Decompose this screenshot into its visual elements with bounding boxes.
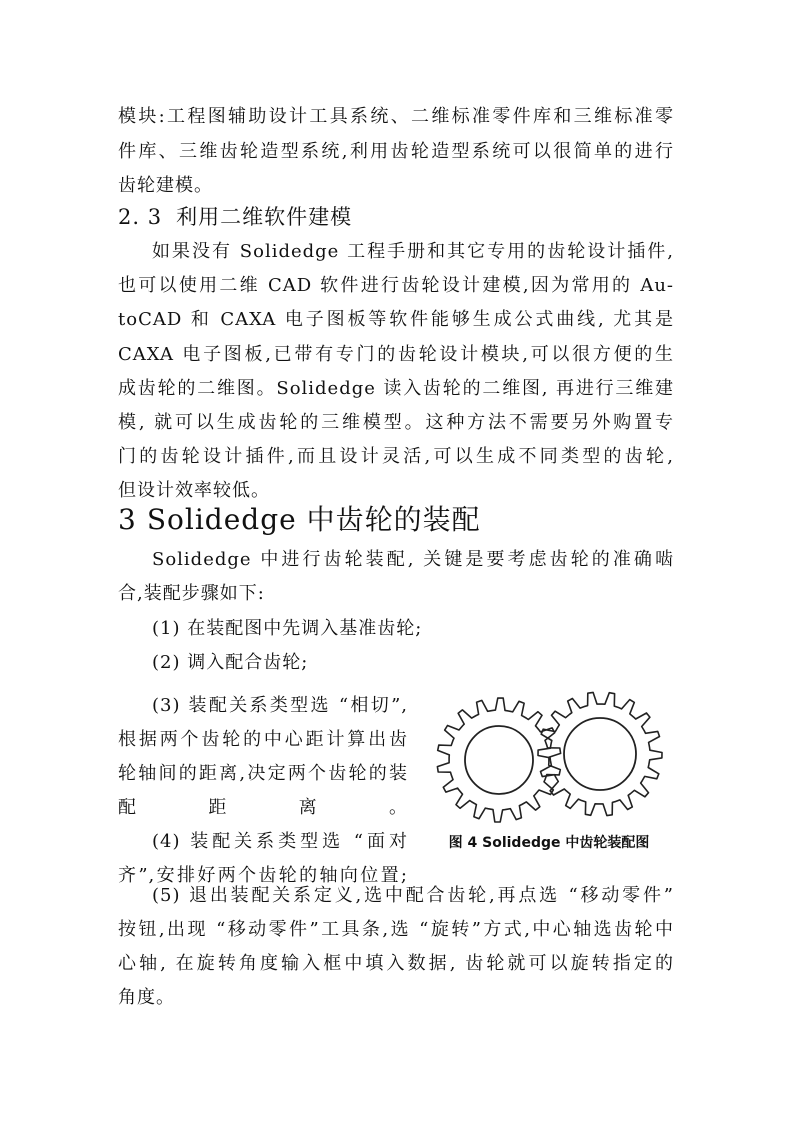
para-2-3-line-2: 也可以使用二维 CAD 软件进行齿轮设计建模,因为常用的 Au- xyxy=(118,275,674,296)
base-gear-outline xyxy=(437,698,560,822)
para-2-3-line-6: 模, 就可以生成齿轮的三维模型。这种方法不需要另外购置专 xyxy=(118,412,674,433)
figure-caption: 图 4 Solidedge 中齿轮装配图 xyxy=(448,835,650,851)
para-2-3-line-8: 但设计效率较低。 xyxy=(118,480,270,501)
intro-line-3: 齿轮建模。 xyxy=(118,175,213,196)
para-2-3-line-7: 门的齿轮设计插件,而且设计灵活,可以生成不同类型的齿轮, xyxy=(118,446,674,467)
section-title: Solidedge 中齿轮的装配 xyxy=(146,503,481,536)
para-2-3-line-1: 如果没有 Solidedge 工程手册和其它专用的齿轮设计插件, xyxy=(152,241,674,262)
section-2-3-heading xyxy=(118,203,352,231)
section-title: 利用二维软件建模 xyxy=(176,205,353,229)
para-2-3-line-5: 成齿轮的二维图。Solidedge 读入齿轮的二维图, 再进行三维建 xyxy=(118,378,674,399)
base-gear-hub xyxy=(465,726,533,794)
step-4-line-1: (4) 装配关系类型选 “面对 xyxy=(152,831,408,852)
intro-line-1: 模块:工程图辅助设计工具系统、二维标准零件库和三维标准零 xyxy=(118,106,674,127)
step-5-line-2: 按钮,出现 “移动零件”工具条,选 “旋转”方式,中心轴选齿轮中 xyxy=(118,919,674,940)
mating-gear-hub xyxy=(564,718,636,790)
base-gear xyxy=(437,698,560,822)
step-5-line-4: 角度。 xyxy=(118,987,175,1008)
para-2-3-line-3: toCAD 和 CAXA 电子图板等软件能够生成公式曲线, 尤其是 xyxy=(118,309,674,330)
gear-pair-icon xyxy=(424,688,674,828)
step-3-line-1: (3) 装配关系类型选 “相切”, xyxy=(152,695,408,716)
step-2: (2) 调入配合齿轮; xyxy=(152,652,309,673)
section-3-heading xyxy=(118,502,481,538)
step-5-line-3: 心轴, 在旋转角度输入框中填入数据, 齿轮就可以旋转指定的 xyxy=(118,953,674,974)
step-3-line-3: 轮轴间的距离,决定两个齿轮的装 xyxy=(118,763,408,784)
para-2-3-line-4: CAXA 电子图板,已带有专门的齿轮设计模块,可以很方便的生 xyxy=(118,344,674,365)
intro-line-2: 件库、三维齿轮造型系统,利用齿轮造型系统可以很简单的进行 xyxy=(118,141,674,162)
step-4-line-2: 齐”,安排好两个齿轮的轴向位置; xyxy=(118,865,408,886)
step-1: (1) 在装配图中先调入基准齿轮; xyxy=(152,618,423,639)
para-3-line-1: Solidedge 中进行齿轮装配, 关键是要考虑齿轮的准确啮 xyxy=(152,549,674,570)
step-5-line-1: (5) 退出装配关系定义,选中配合齿轮,再点选 “移动零件” xyxy=(152,885,674,906)
step-3-line-4: 配距离。 xyxy=(118,797,408,818)
para-3-line-2: 合,装配步骤如下: xyxy=(118,583,265,604)
step-3-line-2: 根据两个齿轮的中心距计算出齿 xyxy=(118,729,408,750)
gear-assembly-drawing xyxy=(424,688,674,828)
section-number: 3 xyxy=(118,503,137,536)
section-number: 2. 3 xyxy=(118,205,163,229)
